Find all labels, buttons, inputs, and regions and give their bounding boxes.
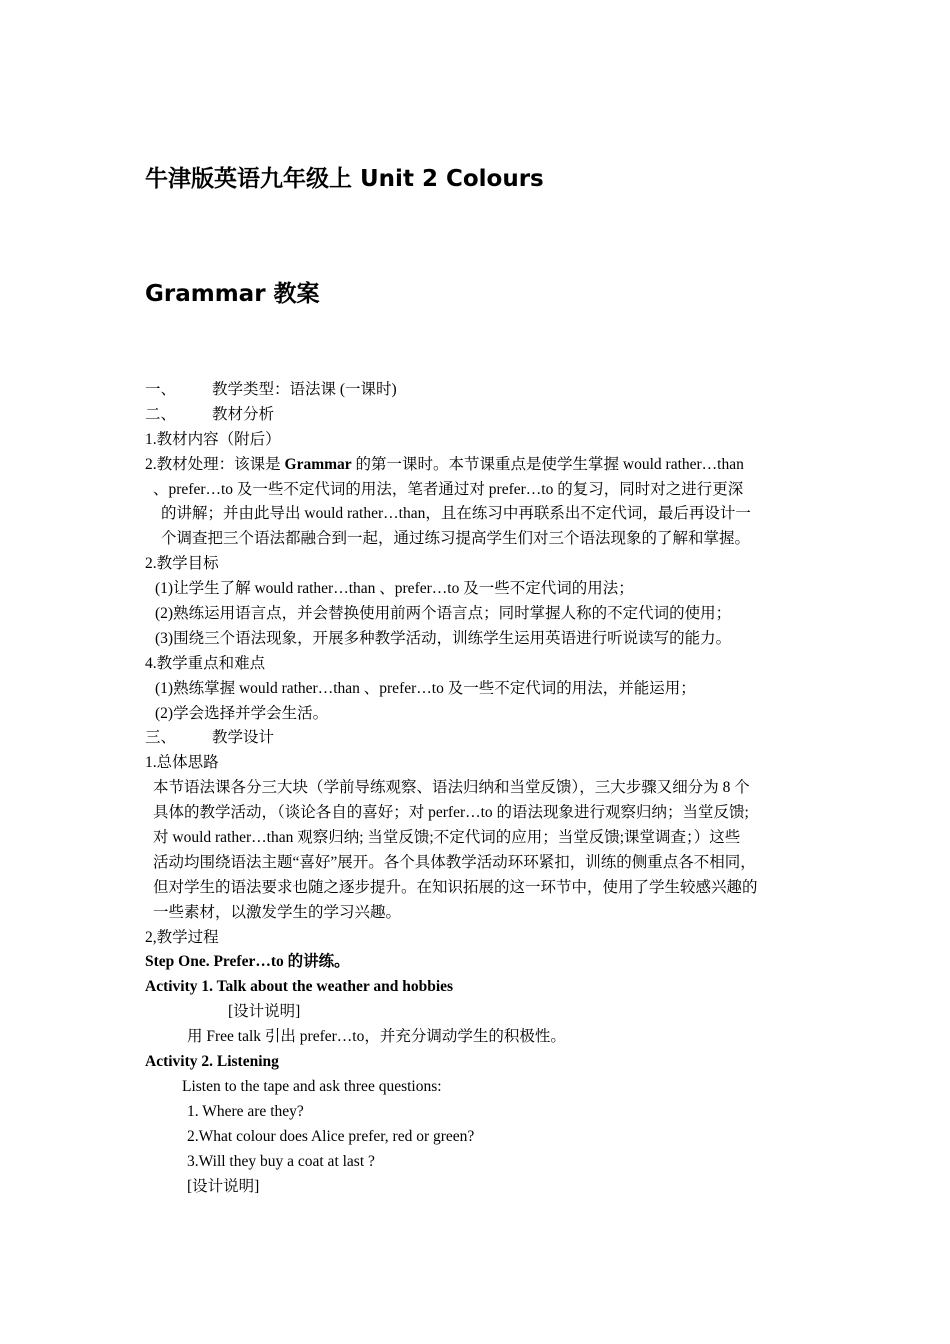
document-subtitle: Grammar 教案 [145,281,320,307]
question-item: 2.What colour does Alice prefer, red or green? [187,1127,475,1145]
text-run: 2.教材处理：该课是 [145,455,285,473]
design-note-label: [设计说明] [187,1177,260,1195]
paragraph-line: 一些素材，以激发学生的学习兴趣。 [153,903,402,921]
paragraph-line: 本节语法课各分三大块（学前导练观察、语法归纳和当堂反馈），三大步骤又细分为 8 个 [153,779,750,797]
design-note-label: [设计说明] [228,1003,301,1021]
section-text: 教材分析 [212,405,275,423]
list-item: (3)围绕三个语法现象，开展多种教学活动，训练学生运用英语进行听说读写的能力。 [155,629,732,647]
paragraph-line: 2,教学过程 [145,928,219,946]
paragraph-line: 具体的教学活动，（谈论各自的喜好；对 perfer…to 的语法现象进行观察归纳；当堂反馈; [153,804,749,822]
section-text: 教学类型：语法课 (一课时) [212,381,397,398]
bold-text-run: Grammar [284,455,352,473]
list-item: (2)熟练运用语言点，并会替换使用前两个语言点；同时掌握人称的不定代词的使用； [155,605,732,623]
step-heading: Step One. Prefer…to 的讲练。 [145,953,350,971]
paragraph-line: 、prefer…to 及一些不定代词的用法，笔者通过对 prefer…to 的复习，同时对之进行更深 [153,480,744,498]
paragraph-line: 4.教学重点和难点 [145,654,266,672]
list-item: (1)让学生了解 would rather…than 、prefer…to 及一些不定代词的用法； [155,580,634,598]
paragraph-line [145,453,825,478]
paragraph-line: 用 Free talk 引出 prefer…to，并充分调动学生的积极性。 [187,1028,566,1046]
list-item: (2)学会选择并学会生活。 [155,704,329,722]
section-number: 三、 [145,729,177,747]
paragraph-line: 但对学生的语法要求也随之逐步提升。在知识拓展的这一环节中，使用了学生较感兴趣的 [153,878,758,896]
text-run: 的第一课时。本节课重点是使学生掌握 would rather…than [351,455,744,473]
document-title: 牛津版英语九年级上 Unit 2 Colours [145,166,544,192]
question-item: 1. Where are they? [187,1102,304,1120]
section-heading-2 [145,403,825,428]
section-text: 教学设计 [212,729,275,747]
section-heading-3 [145,726,825,751]
paragraph-line: 的讲解；并由此导出 would rather…than，且在练习中再联系出不定代词，最后再设计一 [161,505,751,523]
document-body [145,378,825,1199]
paragraph-line: 个调查把三个语法都融合到一起，通过练习提高学生们对三个语法现象的了解和掌握。 [161,530,751,548]
paragraph-line: Listen to the tape and ask three questions: [182,1077,442,1095]
paragraph-line: 2.教学目标 [145,555,219,573]
paragraph-line: 1.总体思路 [145,754,219,772]
activity-heading: Activity 1. Talk about the weather and hobbies [145,978,454,996]
section-heading-1 [145,378,825,403]
paragraph-line: 1.教材内容（附后） [145,430,281,448]
section-number: 二、 [145,405,177,423]
list-item: (1)熟练掌握 would rather…than 、prefer…to 及一些不定代词的用法，并能运用； [155,679,696,697]
paragraph-line: 活动均围绕语法主题“喜好”展开。各个具体教学活动环环紧扣，训练的侧重点各不相同， [153,853,756,871]
activity-heading: Activity 2. Listening [145,1053,279,1071]
question-item: 3.Will they buy a coat at last ? [187,1152,375,1170]
section-number: 一、 [145,381,177,398]
paragraph-line: 对 would rather…than 观察归纳; 当堂反馈;不定代词的应用；当堂反馈;课堂调查；）这些 [153,829,741,847]
